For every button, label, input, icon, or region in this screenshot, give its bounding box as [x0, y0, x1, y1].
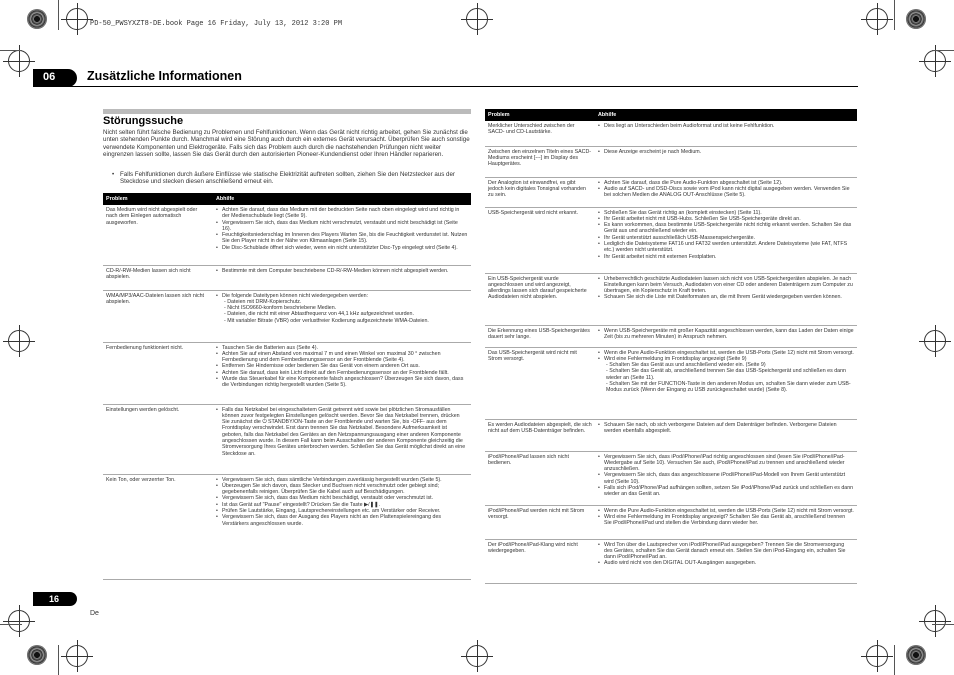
- remedy-item: • Entfernen Sie Hindernisse oder bedienen Sie das Gerät von einem anderen Ort aus.: [216, 363, 468, 369]
- table-row: [103, 404, 471, 474]
- header-remedy: Abhilfe: [595, 109, 857, 121]
- problem-cell: Die Erkennung eines USB-Speichergerätes dauert sehr lange.: [485, 325, 595, 347]
- problem-cell: Fernbedienung funktioniert nicht.: [103, 342, 213, 404]
- problem-cell: Der Analogton ist einwandfrei, es gibt jedoch kein digitales Tonsignal vorhanden zu sein.: [485, 177, 595, 207]
- problem-cell: Einstellungen werden gelöscht.: [103, 404, 213, 474]
- remedy-cell: [213, 474, 471, 579]
- remedy-cell: [213, 205, 471, 265]
- remedy-item: • Ist das Gerät auf "Pause" eingestellt? Drücken Sie die Taste ▶/❚❚.: [216, 502, 468, 508]
- remedy-item: • Achten Sie darauf, dass kein Licht direkt auf den Fernbedienungssensor an der Frontblende fällt.: [216, 370, 468, 376]
- remedy-cell: [595, 273, 857, 325]
- remedy-cell: [213, 290, 471, 342]
- remedy-cell: [595, 121, 857, 146]
- remedy-subitem: - Dateien, die nicht mit einer Abtastfrequenz von 44,1 kHz aufgezeichnet wurden.: [224, 311, 414, 318]
- chapter-title: Zusätzliche Informationen: [87, 69, 242, 83]
- remedy-subitem: - Dateien mit DRM-Kopierschutz.: [224, 298, 302, 305]
- troubleshooting-table-right: [485, 109, 857, 584]
- problem-cell: iPod/iPhone/iPad werden nicht mit Strom versorgt.: [485, 505, 595, 539]
- remedy-cell: [595, 505, 857, 539]
- remedy-item: • Es kann vorkommen, dass bestimmte USB-Speichergeräte nicht richtig erkannt werden. Schalten Sie das Gerät aus und anschließend wieder ein.: [598, 222, 854, 235]
- page-number: 16: [33, 592, 77, 606]
- problem-cell: Merklicher Unterschied zwischen der SACD- und CD-Lautstärke.: [485, 121, 595, 146]
- crop-mark: [58, 645, 59, 675]
- remedy-item: • Vergewissern Sie sich, dass das Medium nicht beschädigt, verstaubt oder verschmutzt ist.: [216, 495, 468, 501]
- table-row: [485, 121, 857, 146]
- color-registration-mark: [906, 9, 926, 29]
- crop-mark: [894, 645, 895, 675]
- registration-crosshair: [66, 645, 88, 667]
- registration-crosshair: [924, 330, 946, 352]
- chapter-number: 06: [33, 69, 77, 87]
- remedy-cell: [595, 325, 857, 347]
- remedy-cell: [595, 146, 857, 177]
- remedy-cell: [213, 342, 471, 404]
- remedy-item: • Achten Sie darauf, dass das Medium mit der bedruckten Seite nach oben eingelegt wird und richtig in der Medienschublade liegt (Seite 9).: [216, 207, 468, 220]
- remedy-cell: [595, 207, 857, 273]
- remedy-item: • Audio wird nicht von den DIGITAL OUT-Ausgängen ausgegeben.: [598, 560, 854, 566]
- remedy-item: • Achten Sie darauf, dass die Pure Audio-Funktion abgeschaltet ist (Seite 12).: [598, 180, 854, 186]
- registration-crosshair: [924, 610, 946, 632]
- crop-mark: [0, 50, 22, 51]
- table-row: [485, 505, 857, 539]
- problem-cell: Zwischen den einzelnen Titeln eines SACD-Mediums erscheint [---] im Display des Hauptgerätes.: [485, 146, 595, 177]
- registration-crosshair: [924, 50, 946, 72]
- problem-cell: Das Medium wird nicht abgespielt oder nach dem Einlegen automatisch ausgeworfen.: [103, 205, 213, 265]
- remedy-item: • Wenn die Pure Audio-Funktion eingeschaltet ist, werden die USB-Ports (Seite 12) nicht mit Strom versorgt.: [598, 508, 854, 514]
- remedy-item: • Wurde das Steuerkabel für eine Komponente falsch angeschlossen? Überzeugen Sie sich davon, dass die Verbindungen richtig hergestellt wurden (Seite 5).: [216, 376, 468, 389]
- remedy-item: • Bestimmte mit dem Computer beschriebene CD-R/-RW-Medien können nicht abgespielt werden.: [216, 268, 468, 274]
- remedy-item: • Dies liegt an Unterschieden beim Audioformat und ist keine Fehlfunktion.: [598, 123, 854, 129]
- registration-crosshair: [8, 50, 30, 72]
- problem-cell: Kein Ton, oder verzerrter Ton.: [103, 474, 213, 579]
- table-row: [485, 419, 857, 451]
- remedy-item: • Ihr Gerät arbeitet nicht mit externen Festplatten.: [598, 254, 854, 260]
- intro-paragraph: Nicht selten führt falsche Bedienung zu Problemen und Fehlfunktionen. Wenn das Gerät nicht richtig arbeitet, gehen Sie zunächst die unten stehenden Punkte durch. Manchmal wird eine Störung auch durch ein externes Gerät verursacht. Überprüfen Sie auch sonstige verwendete Komponenten und Elektrogeräte. Falls sich das Problem auch durch die nachstehenden Prüfungen nicht weiter eingrenzen lassen sollte, lassen Sie das Gerät durch den autorisierten Pioneer-Kundendienst oder Ihren Händler reparieren.: [103, 129, 470, 159]
- remedy-item: • Die Disc-Schublade öffnet sich wieder, wenn ein nicht unterstützter Disc-Typ eingelegt wird (Seite 4).: [216, 245, 468, 251]
- remedy-item: • Wird eine Fehlermeldung im Frontdisplay angezeigt? Schalten Sie das Gerät ab, anschließend trennen Sie iPod/iPhone/iPad und stellen die Verbindung dann wieder her.: [598, 514, 854, 527]
- remedy-item: • Vergewissern Sie sich, dass das angeschlossene iPod/iPhone/iPad-Modell von Ihrem Gerät unterstützt wird (Seite 10).: [598, 472, 854, 485]
- registration-crosshair: [466, 645, 488, 667]
- remedy-subitem: - Schalten Sie das Gerät ab, anschließend trennen Sie das USB-Speichergerät und schließen es dann wieder an (Seite 11).: [606, 368, 846, 381]
- remedy-cell: [595, 177, 857, 207]
- table-row: [103, 265, 471, 290]
- header-problem: Problem: [485, 109, 595, 121]
- registration-crosshair: [866, 645, 888, 667]
- registration-crosshair: [466, 8, 488, 30]
- problem-cell: iPod/iPhone/iPad lassen sich nicht bedienen.: [485, 451, 595, 505]
- file-info: PD-50_PWSYXZT8-DE.book Page 16 Friday, July 13, 2012 3:20 PM: [90, 20, 343, 28]
- remedy-item: • Prüfen Sie Lautstärke, Eingang, Lautsprechereinstellungen etc. am Verstärker oder Receiver.: [216, 508, 468, 514]
- remedy-item: • Falls das Netzkabel bei eingeschaltetem Gerät getrennt wird sowie bei plötzlichen Stromausfällen können zuvor festgelegten Einstellungen gelöscht werden. Bevor Sie das Netzkabel trennen, drücken Sie zunächst die ⏻ STANDBY/ON-Taste an der Frontblende und warten Sie, bis -OFF- aus dem Frontdisplay verschwindet. Erst dann trennen Sie das Netzkabel. Besondere Aufmerksamkeit ist geboten, falls das Netzkabel des Gerätes an den Netzspannungsausgang einer anderen Komponente angeschlossen wurde. In diesem Fall kann beim Ausschalten der anderen Komponente gleichzeitig die Stromversorgung Ihres Gerätes unterbrochen werden. Schließen Sie das Gerät möglichst direkt an eine Steckdose an.: [216, 407, 468, 457]
- registration-crosshair: [8, 610, 30, 632]
- table-header-row: [485, 109, 857, 121]
- remedy-item: • Wenn die Pure Audio-Funktion eingeschaltet ist, werden die USB-Ports (Seite 12) nicht mit Strom versorgt.: [598, 350, 854, 356]
- color-registration-mark: [27, 9, 47, 29]
- remedy-item: • Feuchtigkeitsniederschlag im Inneren des Players Warten Sie, bis die Feuchtigkeit verdunstet ist. Nutzen Sie den Player nicht in der Nähe von Klimaanlagen (Seite 15).: [216, 232, 468, 245]
- remedy-item: • Ihr Gerät unterstützt ausschließlich USB-Massenspeichergeräte.: [598, 235, 854, 241]
- remedy-item: • Vergewissern Sie sich, dass das Medium nicht verschmutzt, verstaubt und nicht beschädigt ist (Seite 16).: [216, 220, 468, 233]
- table-row: [485, 347, 857, 419]
- remedy-item: • Audio auf SACD- und DSD-Discs sowie vom iPod kann nicht digital ausgegeben werden. Verwenden Sie bei solchen Medien die ANALOG OUT-Anschlüsse (Seite 5).: [598, 186, 854, 199]
- remedy-item: • Schauen Sie nach, ob sich verborgene Dateien auf dem Datenträger befinden. Verborgene Dateien werden ebenfalls abgespielt.: [598, 422, 854, 435]
- crop-mark: [932, 50, 954, 51]
- remedy-item: • Wird Ton über die Lautsprecher von iPod/iPhone/iPad ausgegeben? Trennen Sie die Stromversorgung des Gerätes, schalten Sie das Gerät danach erneut ein. Stellen Sie den iPod-Eingang ein, schalten Sie dann iPod/iPhone/iPad an.: [598, 542, 854, 561]
- intro-bullet: • Falls Fehlfunktionen durch äußere Einflüsse wie statische Elektrizität auftreten sollten, ziehen Sie den Netzstecker aus der Steckdose und stecken diesen anschließend erneut ein.: [112, 171, 470, 186]
- table-header-row: [103, 193, 471, 205]
- remedy-cell: [595, 419, 857, 451]
- remedy-cell: [213, 265, 471, 290]
- table-row: [485, 539, 857, 583]
- remedy-item: • Überzeugen Sie sich davon, dass Stecker und Buchsen nicht verschmutzt oder gebiegt sind; gegebenenfalls reinigen. Überprüfen Sie die Kabel auch auf Beschädigungen.: [216, 483, 468, 496]
- remedy-subitem: - Schalten Sie das Gerät aus und anschließend wieder ein. (Seite 9): [606, 362, 766, 369]
- chapter-rule: [33, 86, 858, 87]
- language-code: De: [90, 610, 99, 617]
- remedy-item: • Diese Anzeige erscheint je nach Medium.: [598, 149, 854, 155]
- problem-cell: Ein USB-Speichergerät wurde angeschlossen und wird angezeigt, allerdings lassen sich darauf gespeicherte Audiodateien nicht abspielen.: [485, 273, 595, 325]
- remedy-item: • Vergewissern Sie sich, dass sämtliche Verbindungen zuverlässig hergestellt wurden (Seite 5).: [216, 477, 468, 483]
- table-row: [485, 207, 857, 273]
- color-registration-mark: [27, 645, 47, 665]
- remedy-cell: [213, 404, 471, 474]
- remedy-item: • Lediglich die Dateisysteme FAT16 und FAT32 werden unterstützt. Andere Dateisysteme (wie FAT, NTFS etc.) werden nicht unterstützt.: [598, 241, 854, 254]
- crop-mark: [932, 624, 954, 625]
- table-row: [485, 146, 857, 177]
- crop-mark: [0, 624, 22, 625]
- section-title: Störungssuche: [103, 115, 184, 127]
- section-bar: [103, 109, 471, 114]
- troubleshooting-table-left: [103, 193, 471, 580]
- remedy-cell: [595, 347, 857, 419]
- registration-crosshair: [866, 8, 888, 30]
- remedy-item: • Achten Sie auf einen Abstand von maximal 7 m und einen Winkel von maximal 30 ° zwischen Fernbedienung und dem Fernbedienungssensor an der Frontblende (Seite 4).: [216, 351, 468, 364]
- color-registration-mark: [906, 645, 926, 665]
- problem-cell: Das USB-Speichergerät wird nicht mit Strom versorgt.: [485, 347, 595, 419]
- table-row: [485, 273, 857, 325]
- crop-mark: [58, 0, 59, 30]
- problem-cell: Es werden Audiodateien abgespielt, die sich nicht auf dem USB-Datenträger befinden.: [485, 419, 595, 451]
- remedy-item: • Wird eine Fehlermeldung im Frontdisplay angezeigt (Seite 9): [598, 356, 854, 362]
- problem-cell: WMA/MP3/AAC-Dateien lassen sich nicht abspielen.: [103, 290, 213, 342]
- remedy-subitem: - Mit variabler Bitrate (VBR) oder verlustfreier Kodierung aufgezeichnete WMA-Dateien.: [224, 317, 429, 324]
- table-row: [485, 177, 857, 207]
- remedy-item: • Ihr Gerät arbeitet nicht mit USB-Hubs. Schließen Sie USB-Speichergeräte direkt an.: [598, 216, 854, 222]
- problem-cell: USB-Speichergerät wird nicht erkannt.: [485, 207, 595, 273]
- remedy-item: • Falls sich iPod/iPhone/iPad aufhängen sollten, setzen Sie iPod/iPhone/iPad zurück und schließen es dann wieder an das Gerät an.: [598, 485, 854, 498]
- registration-crosshair: [8, 330, 30, 352]
- remedy-item: • Tauschen Sie die Batterien aus (Seite 4).: [216, 345, 468, 351]
- registration-crosshair: [66, 8, 88, 30]
- problem-cell: CD-R/-RW-Medien lassen sich nicht abspielen.: [103, 265, 213, 290]
- remedy-item: • Urheberrechtlich geschützte Audiodateien lassen sich nicht von USB-Speichergeräten abspielen. Je nach Einstellungen kann beim Versuch, Audiodaten von einer CD oder anderen Datenträgern zum Computer zu übertragen, ein Kopierschutz in Kraft treten.: [598, 276, 854, 295]
- table-row: [103, 342, 471, 404]
- header-problem: Problem: [103, 193, 213, 205]
- remedy-item: • Wenn USB-Speichergeräte mit großer Kapazität angeschlossen werden, kann das Laden der Daten einige Zeit (bis zu mehreren Minuten) in Anspruch nehmen.: [598, 328, 854, 341]
- remedy-item: • Schließen Sie das Gerät richtig an (komplett einstecken) (Seite 11).: [598, 210, 854, 216]
- remedy-item: • Vergewissern Sie sich, dass iPod/iPhone/iPad richtig angeschlossen sind (lesen Sie iPod/iPhone/iPad-Wiedergabe auf Seite 10). Versuchen Sie auch, iPod/iPhone/iPad zu trennen und anschließend wieder anzuschließen.: [598, 454, 854, 473]
- remedy-item: • Vergewissern Sie sich, dass der Ausgang des Players nicht an den Plattenspielereingang des Verstärkers angeschlossen wurde.: [216, 514, 468, 527]
- remedy-item: • Schauen Sie sich die Liste mit Dateiformaten an, die mit Ihrem Gerät wiedergegeben werden können.: [598, 294, 854, 300]
- remedy-subitem: - Schalten Sie mit der FUNCTION-Taste in den anderen Modus um, schalten Sie dann wieder zum USB-Modus zurück (Wenn der Eingang zu USB zurückgeschaltet wurde) (Seite 8).: [606, 380, 851, 394]
- table-row: [103, 205, 471, 265]
- remedy-cell: [595, 451, 857, 505]
- table-row: [103, 474, 471, 579]
- table-row: [485, 451, 857, 505]
- header-remedy: Abhilfe: [213, 193, 471, 205]
- remedy-cell: [595, 539, 857, 583]
- table-row: [485, 325, 857, 347]
- remedy-item: • Die folgende Dateitypen können nicht wiedergegeben werden:: [216, 293, 468, 299]
- crop-mark: [894, 0, 895, 30]
- remedy-subitem: - Nicht ISO9660-konform beschriebene Medien.: [224, 305, 337, 312]
- problem-cell: Der iPod/iPhone/iPad-Klang wird nicht wiedergegeben.: [485, 539, 595, 583]
- table-row: [103, 290, 471, 342]
